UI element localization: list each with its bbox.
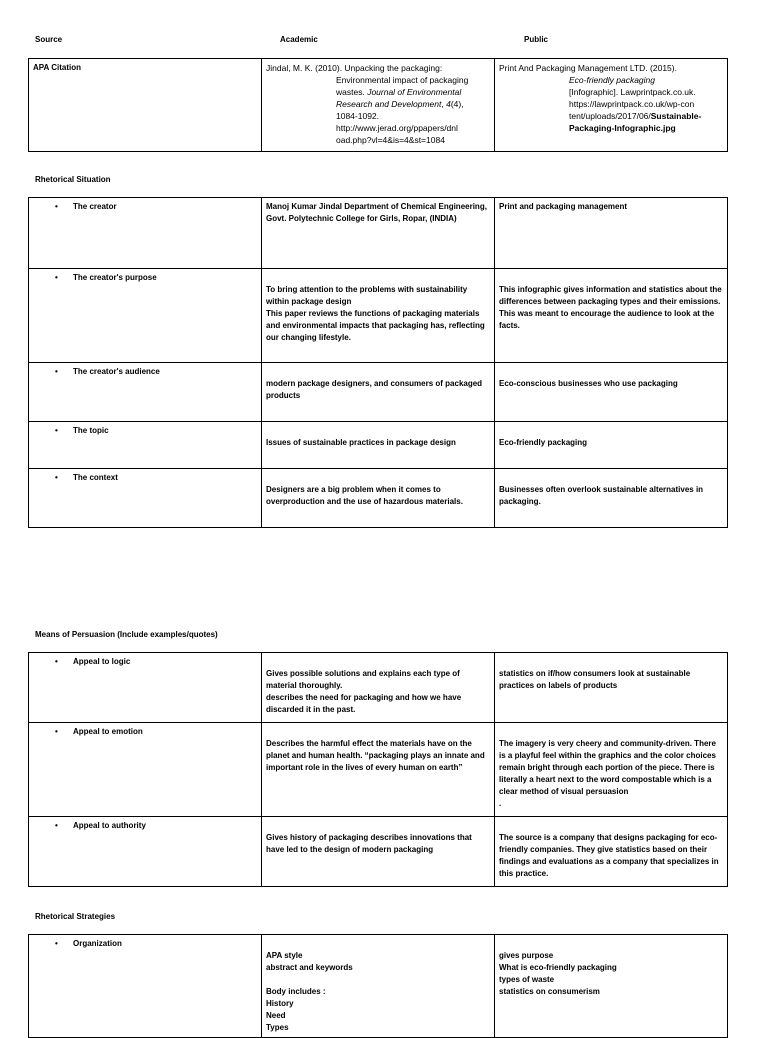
citation-academic-line1: Jindal, M. K. (2010). Unpacking the packaging: [266,63,443,73]
cell-spacer [499,938,723,950]
situation-academic: modern package designers, and consumers of packaged products [266,379,483,400]
situation-label: • The creator [33,201,257,213]
header-public: Public [524,35,549,44]
persuasion-academic: Gives history of packaging describes innovations that have led to the design of modern packaging [266,833,472,854]
citation-academic-sep: , [441,99,447,109]
citation-academic-line2: Environmental impact of packaging [336,75,469,85]
strategies-table [28,934,728,1038]
situation-table [28,197,728,528]
citation-public-cell [495,59,728,152]
cell-spacer [499,472,723,484]
situation-label-cell [29,198,262,269]
situation-label-cell [29,469,262,528]
situation-academic-cell [262,269,495,363]
situation-academic-cell [262,198,495,269]
persuasion-public: statistics on if/how consumers look at sustainable practices on labels of products [499,669,691,690]
citation-academic-url2: oad.php?vl=4&is=4&st=1084 [336,135,445,145]
section-means-of-persuasion: Means of Persuasion (Include examples/quotes) [35,630,218,639]
situation-academic-cell [262,422,495,469]
cell-spacer [266,726,490,738]
citation-label-cell [29,59,262,152]
header-source: Source [35,35,63,44]
persuasion-academic-cell [262,723,495,817]
cell-spacer [499,272,723,284]
persuasion-label-cell [29,723,262,817]
strategies-public-cell [495,935,728,1038]
situation-academic-cell [262,363,495,422]
cell-spacer [266,472,490,484]
situation-academic: Manoj Kumar Jindal Department of Chemical Engineering, Govt. Polytechnic College for Girls, Ropar, (INDIA) [266,202,487,223]
persuasion-academic: Gives possible solutions and explains each type of material thoroughly. describes the need for packaging and how we have discarded it in the past. [266,669,462,714]
citation-academic-issue: (4), [450,99,464,109]
citation-public-url2b: Sustainable- [650,111,702,121]
citation-academic-text: wastes. [336,87,368,97]
cell-spacer [499,726,723,738]
cell-spacer [499,366,723,378]
persuasion-row [29,723,728,817]
situation-public: Eco-friendly packaging [499,438,588,447]
citation-academic-journal-cont: Research and Development [336,99,442,109]
cell-spacer [499,820,723,832]
situation-public-cell [495,469,728,528]
citation-public-url2a: tent/uploads/2017/06/ [569,111,651,121]
situation-label: • The topic [33,425,257,437]
persuasion-label: • Appeal to logic [33,656,257,668]
persuasion-label-cell [29,817,262,887]
cell-spacer [266,272,490,284]
persuasion-row [29,653,728,723]
persuasion-label: • Appeal to authority [33,820,257,832]
section-rhetorical-situation: Rhetorical Situation [35,175,111,184]
persuasion-public-cell [495,653,728,723]
situation-row [29,469,728,528]
cell-spacer [499,425,723,437]
persuasion-academic: Describes the harmful effect the materials have on the planet and human health. “packaging plays an innate and important role in the lives of every human on earth” [266,739,485,772]
strategies-public: gives purpose What is eco-friendly packaging types of waste statistics on consumerism [499,951,617,996]
situation-row [29,198,728,269]
persuasion-row [29,817,728,887]
section-rhetorical-strategies: Rhetorical Strategies [35,912,116,921]
situation-public-cell [495,422,728,469]
persuasion-label: • Appeal to emotion [33,726,257,738]
situation-label: • The context [33,472,257,484]
persuasion-public: The imagery is very cheery and community-driven. There is a playful feel within the graphics and the color choices remain bright through each portion of the piece. There is literally a heart next to the word compostable which is a clear method of visual persuasion . [499,739,716,808]
persuasion-table [28,652,728,887]
citation-table [28,58,728,152]
citation-public-url3: Packaging-Infographic.jpg [569,123,676,133]
situation-row [29,269,728,363]
cell-spacer [266,820,490,832]
persuasion-public-cell [495,723,728,817]
citation-row [29,59,728,152]
cell-spacer [266,938,490,950]
citation-public-url1: https://lawprintpack.co.uk/wp-con [569,99,695,109]
situation-academic: Designers are a big problem when it comes to overproduction and the use of hazardous materials. [266,485,463,506]
situation-public-cell [495,363,728,422]
situation-public: Print and packaging management [499,202,628,211]
citation-academic-line4 [266,98,490,110]
persuasion-label-cell [29,653,262,723]
citation-public-url2 [499,110,723,122]
strategies-label-cell [29,935,262,1038]
persuasion-academic-cell [262,817,495,887]
situation-public-cell [495,198,728,269]
situation-label-cell [29,422,262,469]
strategies-row [29,935,728,1038]
citation-academic-url1: http://www.jerad.org/ppapers/dnl [336,123,458,133]
persuasion-public: The source is a company that designs packaging for eco-friendly companies. They give statistics based on their findings and evaluations as a company that specializes in this practice. [499,833,719,878]
situation-academic: To bring attention to the problems with sustainability within package design This paper reviews the functions of packaging materials and environmental impacts that packaging has, reflecting our changing lifestyle. [266,285,485,342]
situation-academic: Issues of sustainable practices in package design [266,438,456,447]
cell-spacer [266,366,490,378]
situation-label-cell [29,363,262,422]
situation-public: This infographic gives information and statistics about the differences between packaging types and their emissions. This was meant to encourage the audience to look at the facts. [499,285,722,330]
header-academic: Academic [280,35,318,44]
situation-public: Businesses often overlook sustainable alternatives in packaging. [499,485,704,506]
persuasion-public-cell [495,817,728,887]
strategies-label: • Organization [33,938,257,950]
cell-spacer [266,656,490,668]
situation-row [29,422,728,469]
cell-spacer [499,656,723,668]
citation-label: APA Citation [33,63,81,72]
situation-row [29,363,728,422]
situation-public-cell [495,269,728,363]
situation-label-cell [29,269,262,363]
citation-academic-journal: Journal of Environmental [367,87,462,97]
citation-public-title: Eco-friendly packaging [569,75,655,85]
situation-label: • The creator's purpose [33,272,257,284]
situation-public: Eco-conscious businesses who use packaging [499,379,678,388]
situation-academic-cell [262,469,495,528]
persuasion-academic-cell [262,653,495,723]
citation-public-line3: [Infographic]. Lawprintpack.co.uk. [569,87,696,97]
strategies-academic: APA style abstract and keywords Body includes : History Need Types [266,951,353,1032]
situation-label: • The creator's audience [33,366,257,378]
cell-spacer [266,425,490,437]
strategies-academic-cell [262,935,495,1038]
citation-academic-line3 [266,86,490,98]
citation-academic-pages: 1084-1092. [336,111,380,121]
citation-public-line1: Print And Packaging Management LTD. (2015). [499,63,677,73]
citation-academic-cell [262,59,495,152]
citation-academic-volume: 4 [446,99,451,109]
